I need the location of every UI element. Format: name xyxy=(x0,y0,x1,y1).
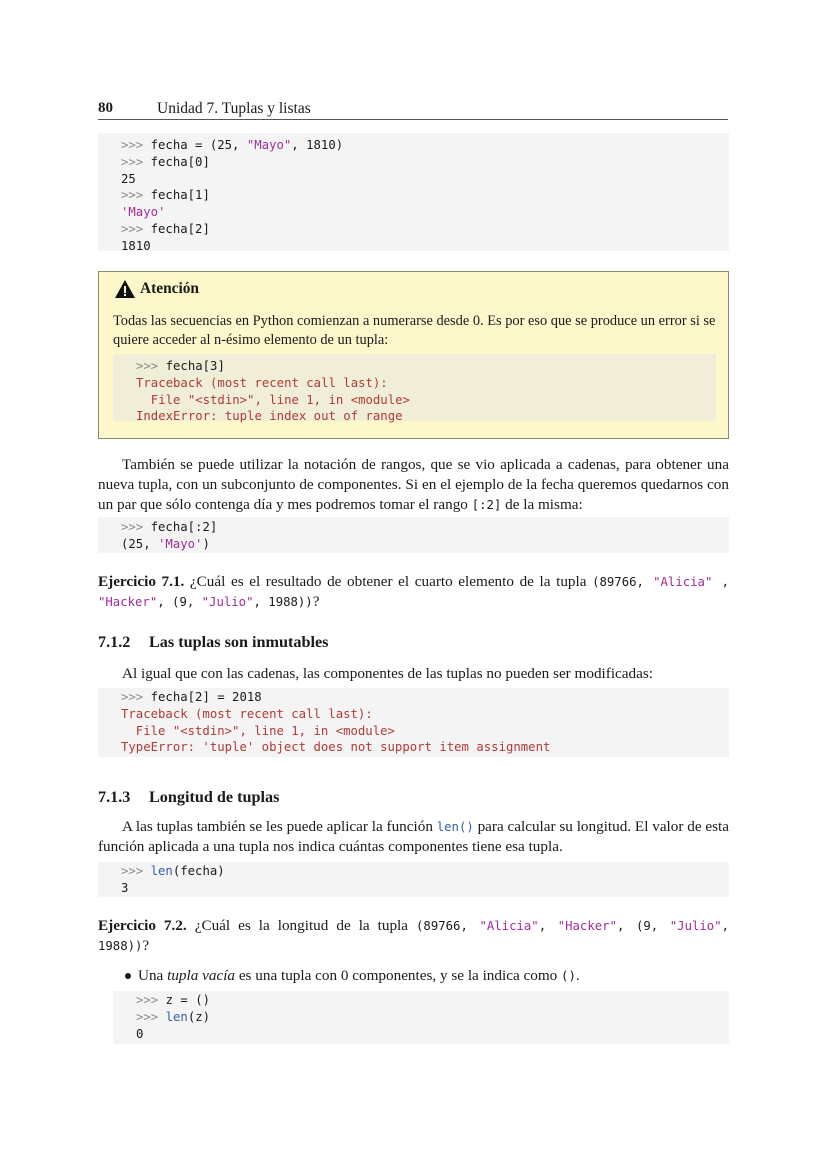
code-line: 1810 xyxy=(121,238,151,253)
exercise-7-1-text: Ejercicio 7.1. ¿Cuál es el resultado de obtener el cuarto elemento de la tupla (89766, "Alicia" , "Hacker", (9, "Julio", 1988))? xyxy=(98,573,729,610)
code-line: Traceback (most recent call last): xyxy=(121,706,373,721)
code-line: >>> fecha[1] xyxy=(121,188,210,203)
code-line: File "<stdin>", line 1, in <module> xyxy=(121,723,395,738)
code-line: 0 xyxy=(136,1026,144,1041)
section-7-1-3-number: 7.1.3 xyxy=(98,788,131,806)
page-number: 80 xyxy=(98,100,113,116)
code-line: IndexError: tuple index out of range xyxy=(136,409,403,424)
exercise-7-2-text: Ejercicio 7.2. ¿Cuál es la longitud de la tupla (89766, "Alicia", "Hacker", (9, "Julio", 1988))? xyxy=(98,917,730,954)
exercise-7-1 xyxy=(98,572,729,612)
code-line: Traceback (most recent call last): xyxy=(136,375,388,390)
code-line: >>> fecha[3] xyxy=(136,359,225,373)
code-block-slice xyxy=(98,517,729,553)
code-line: 'Mayo' xyxy=(121,205,166,220)
code-line: (25, 'Mayo') xyxy=(121,536,210,551)
chapter-title: Unidad 7. Tuplas y listas xyxy=(157,100,311,117)
header-rule xyxy=(98,119,728,120)
exercise-7-2 xyxy=(98,916,729,956)
warning-triangle-icon xyxy=(114,279,136,299)
code-block-empty-tuple xyxy=(113,991,729,1044)
bullet-tupla-vacia-text: Una tupla vacía es una tupla con 0 componentes, y se la indica como (). xyxy=(138,967,580,984)
code-line: >>> fecha[2] xyxy=(121,221,210,236)
code-line: File "<stdin>", line 1, in <module> xyxy=(136,392,410,407)
code-line: >>> z = () xyxy=(136,993,211,1007)
code-line: 25 xyxy=(121,171,136,186)
paragraph-rangos-text: También se puede utilizar la notación de rangos, que se vio aplicada a cadenas, para obtener una nueva tupla, con un subconjunto de componentes. Si en el ejemplo de la fecha queremos quedarnos con un par que sólo contenga día y mes podremos tomar el rango [:2] de la misma: xyxy=(98,456,729,513)
bullet-tupla-vacia xyxy=(138,966,729,986)
code-line: >>> fecha[:2] xyxy=(121,520,218,534)
code-line: >>> fecha[2] = 2018 xyxy=(121,690,262,704)
paragraph-len xyxy=(98,817,729,857)
code-line: >>> len(fecha) xyxy=(121,864,225,878)
section-7-1-3-title: Longitud de tuplas xyxy=(149,788,280,806)
section-7-1-2-title: Las tuplas son inmutables xyxy=(149,633,329,651)
code-line: >>> fecha[0] xyxy=(121,154,210,169)
attention-title: Atención xyxy=(140,280,199,297)
section-7-1-2-number: 7.1.2 xyxy=(98,633,131,651)
code-line: >>> fecha = (25, "Mayo", 1810) xyxy=(121,138,344,152)
code-line: TypeError: 'tuple' object does not support item assignment xyxy=(121,740,551,755)
code-block-type-error xyxy=(98,688,729,757)
attention-text: Todas las secuencias en Python comienzan a numerarse desde 0. Es por eso que se produce un error si se quiere acceder al n-ésimo elemento de un tupla: xyxy=(113,313,716,348)
paragraph-len-text: A las tuplas también se les puede aplicar la función len() para calcular su longitud. El valor de esta función aplicada a una tupla nos indica cuántas componentes tiene esa tupla. xyxy=(98,818,729,855)
bullet-dot xyxy=(125,973,131,979)
paragraph-inmutables: Al igual que con las cadenas, las componentes de las tuplas no pueden ser modificadas: xyxy=(122,665,653,682)
paragraph-rangos xyxy=(98,455,729,515)
code-block-index-error xyxy=(113,354,716,424)
code-line: >>> len(z) xyxy=(136,1009,211,1024)
code-block-len xyxy=(98,862,729,897)
code-block-fecha xyxy=(98,133,729,251)
code-line: 3 xyxy=(121,880,129,895)
